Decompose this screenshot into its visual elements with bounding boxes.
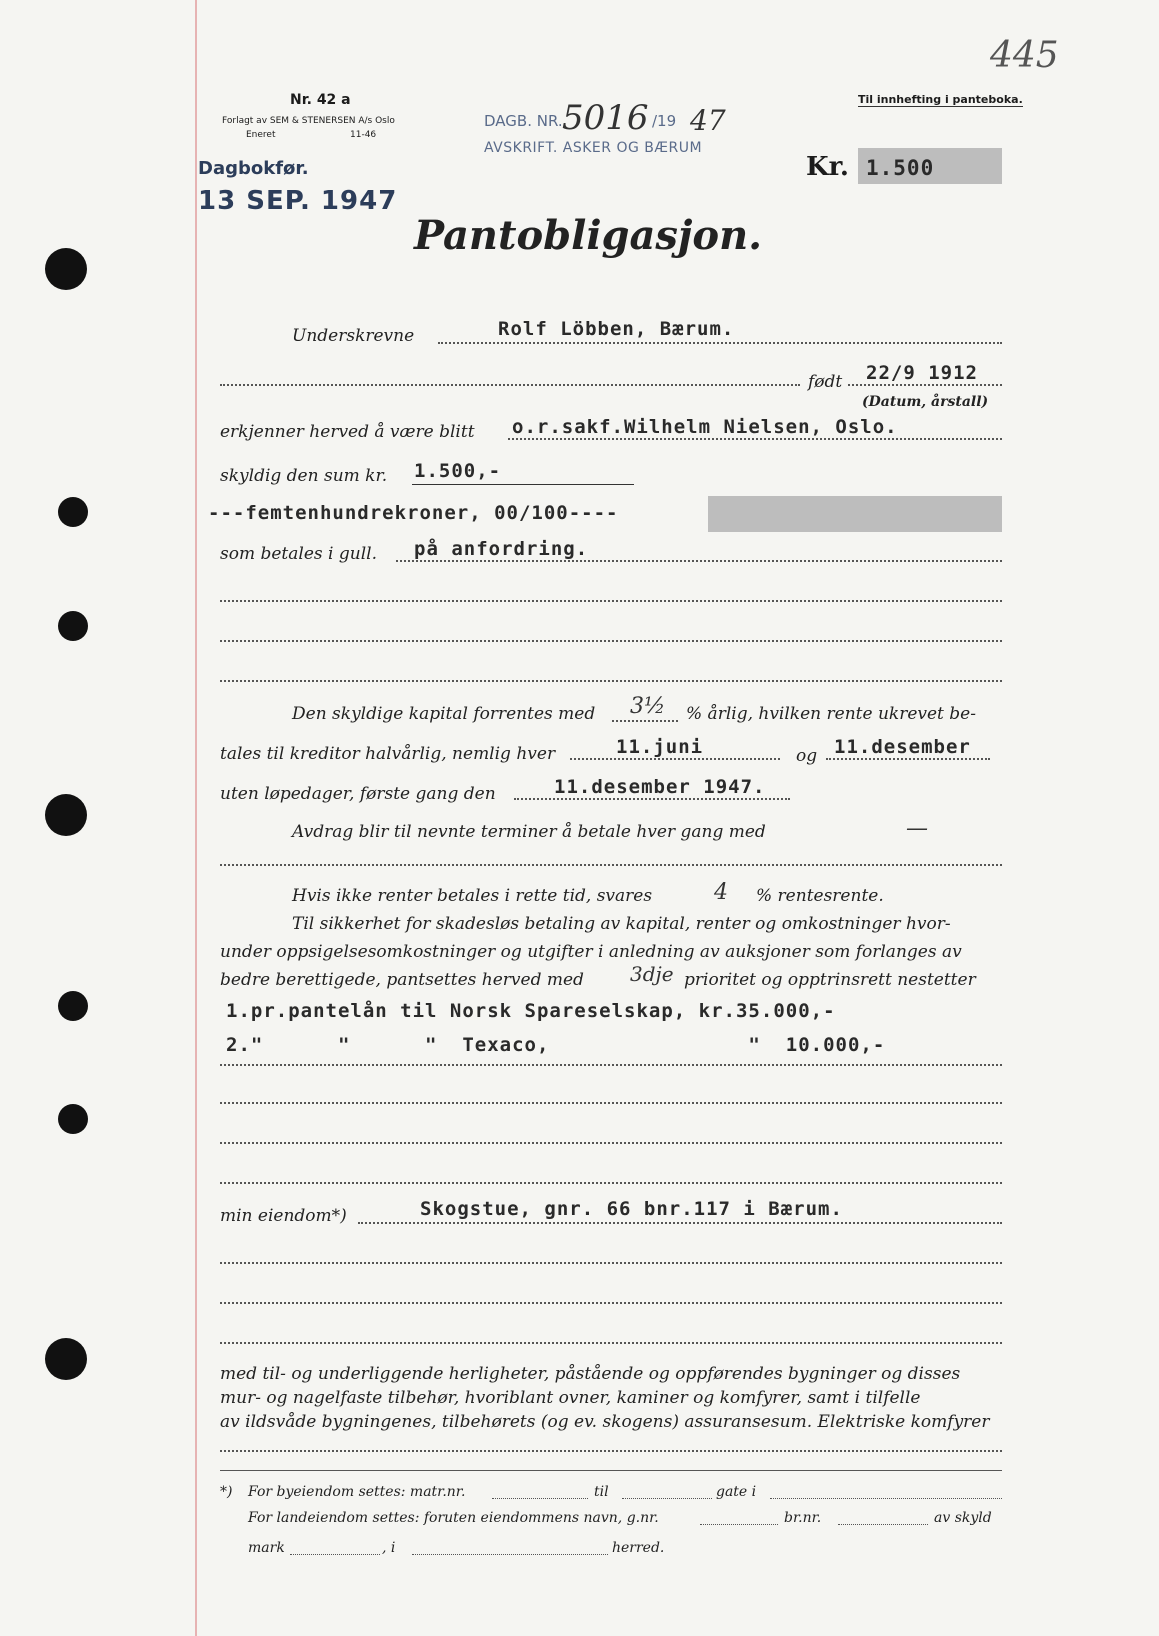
page-number: 445 xyxy=(990,35,1059,76)
binder-hole xyxy=(45,1338,87,1380)
footnote-l3a: mark xyxy=(248,1540,285,1556)
interest-line2a: tales til kreditor halvårlig, nemlig hver xyxy=(220,744,556,764)
fill-line xyxy=(220,640,1002,642)
property-value: Skogstue, gnr. 66 bnr.117 i Bærum. xyxy=(420,1198,843,1220)
sum-value: 1.500,- xyxy=(414,460,502,482)
property-label: min eiendom*) xyxy=(220,1206,347,1226)
binder-hole xyxy=(58,497,88,527)
interest-line1a: Den skyldige kapital forrentes med xyxy=(292,704,596,724)
interest-line3a: uten løpedager, første gang den xyxy=(220,784,496,804)
security-line3b: prioritet og opptrinsrett nestetter xyxy=(684,970,976,990)
footnote-l2c: av skyld xyxy=(934,1510,992,1526)
payment-value: på anfordring. xyxy=(414,538,589,560)
fill-line xyxy=(220,1302,1002,1304)
dagb-number: 5016 xyxy=(562,98,649,138)
fill-line xyxy=(396,560,1002,562)
binder-hole xyxy=(58,1104,88,1134)
installment-label: Avdrag blir til nevnte terminer å betale hver gang med xyxy=(292,822,766,842)
binder-hole xyxy=(45,794,87,836)
fill-line xyxy=(220,1182,1002,1184)
undersigned-label: Underskrevne xyxy=(292,326,415,346)
binder-hole xyxy=(58,611,88,641)
amount-label: Kr. xyxy=(806,152,849,182)
binder-hole xyxy=(45,248,87,290)
fill-line xyxy=(508,438,1002,440)
security-priority: 3dje xyxy=(630,962,674,986)
dagb-year-prefix: /19 xyxy=(652,112,677,130)
fill-line xyxy=(826,758,990,760)
amount-value: 1.500 xyxy=(866,156,935,180)
interest-date1: 11.juni xyxy=(616,736,704,758)
binder-hole xyxy=(58,991,88,1021)
fill-line xyxy=(514,798,790,800)
margin-rule xyxy=(195,0,197,1636)
interest-first-date: 11.desember 1947. xyxy=(554,776,766,798)
appurtenances-line1: med til- og underliggende herligheter, påstående og oppførendes bygninger og disses xyxy=(220,1364,961,1384)
creditor-value: o.r.sakf.Wilhelm Nielsen, Oslo. xyxy=(512,416,898,438)
fill-line xyxy=(220,680,1002,682)
security-line1: Til sikkerhet for skadesløs betaling av kapital, renter og omkostninger hvor- xyxy=(292,914,951,934)
fill-line xyxy=(492,1498,588,1499)
interest-line1b: % årlig, hvilken rente ukrevet be- xyxy=(686,704,976,724)
dagb-prefix: DAGB. NR. xyxy=(484,112,563,130)
fill-line xyxy=(220,384,800,386)
fill-line xyxy=(220,1450,1002,1452)
undersigned-value: Rolf Löbben, Bærum. xyxy=(498,318,735,340)
fill-line xyxy=(848,384,1002,386)
fill-line xyxy=(570,758,780,760)
form-publisher: Forlagt av SEM & STENERSEN A/s Oslo xyxy=(222,116,395,126)
form-code: 11-46 xyxy=(350,130,377,140)
fill-line xyxy=(770,1498,1002,1499)
appurtenances-line2: mur- og nagelfaste tilbehør, hvoriblant ovner, kaminer og komfyrer, samt i tilfelle xyxy=(220,1388,921,1408)
sum-words-blank xyxy=(708,496,1002,532)
creditor-label: erkjenner herved å være blitt xyxy=(220,422,475,442)
penalty-text-b: % rentesrente. xyxy=(756,886,884,906)
footnote-l3b: , i xyxy=(382,1540,396,1556)
interest-date2: 11.desember xyxy=(834,736,971,758)
sum-underline xyxy=(412,484,634,485)
footnote-l1c: gate i xyxy=(716,1484,757,1500)
sum-label: skyldig den sum kr. xyxy=(220,466,388,486)
installment-value: — xyxy=(906,816,928,841)
born-note: (Datum, årstall) xyxy=(862,394,989,410)
dagb-office: AVSKRIFT. ASKER OG BÆRUM xyxy=(484,140,703,156)
footnote-l1b: til xyxy=(594,1484,609,1500)
stamp-label: Dagbokfør. xyxy=(198,158,309,179)
sum-words: ---femtenhundrekroner, 00/100---- xyxy=(208,502,619,524)
fill-line xyxy=(290,1554,380,1555)
fill-line xyxy=(220,1342,1002,1344)
fill-line xyxy=(838,1524,928,1525)
security-line3a: bedre berettigede, pantsettes herved med xyxy=(220,970,584,990)
stamp-date: 13 SEP. 1947 xyxy=(198,186,398,216)
fill-line xyxy=(220,600,1002,602)
fill-line xyxy=(220,1262,1002,1264)
born-value: 22/9 1912 xyxy=(866,362,978,384)
footnote-rule xyxy=(220,1470,1002,1471)
fill-line xyxy=(612,720,678,722)
prior-loan-1: 1.pr.pantelån til Norsk Spareselskap, kr.35.000,- xyxy=(226,1000,836,1022)
interest-rate: 3½ xyxy=(630,694,666,719)
form-number: Nr. 42 a xyxy=(290,92,351,108)
fill-line xyxy=(220,1142,1002,1144)
fill-line xyxy=(700,1524,778,1525)
security-line2: under oppsigelsesomkostninger og utgifter i anledning av auksjoner som forlanges av xyxy=(220,942,962,962)
footnote-l2a: For landeiendom settes: foruten eiendommens navn, g.nr. xyxy=(248,1510,659,1526)
footnote-marker: *) xyxy=(220,1484,233,1500)
penalty-text-a: Hvis ikke renter betales i rette tid, svares xyxy=(292,886,653,906)
form-edition: Eneret xyxy=(246,130,276,140)
fill-line xyxy=(220,1064,1002,1066)
fill-line xyxy=(622,1498,712,1499)
footnote-l2b: br.nr. xyxy=(784,1510,822,1526)
payment-label: som betales i gull. xyxy=(220,544,377,564)
attach-note: Til innhefting i panteboka. xyxy=(858,93,1023,106)
appurtenances-line3: av ildsvåde bygningenes, tilbehørets (og ev. skogens) assuransesum. Elektriske komfyrer xyxy=(220,1412,990,1432)
footnote-l1a: For byeiendom settes: matr.nr. xyxy=(248,1484,466,1500)
document-title: Pantobligasjon. xyxy=(414,212,763,259)
fill-line xyxy=(438,342,1002,344)
fill-line xyxy=(220,1102,1002,1104)
born-label: født xyxy=(808,372,843,392)
fill-line xyxy=(220,864,1002,866)
footnote-l3c: herred. xyxy=(612,1540,665,1556)
dagb-year: 47 xyxy=(690,104,726,137)
fill-line xyxy=(412,1554,608,1555)
prior-loan-2: 2." " " Texaco, " 10.000,- xyxy=(226,1034,886,1056)
penalty-rate: 4 xyxy=(714,880,728,905)
interest-and: og xyxy=(796,746,818,766)
fill-line xyxy=(358,1222,1002,1224)
